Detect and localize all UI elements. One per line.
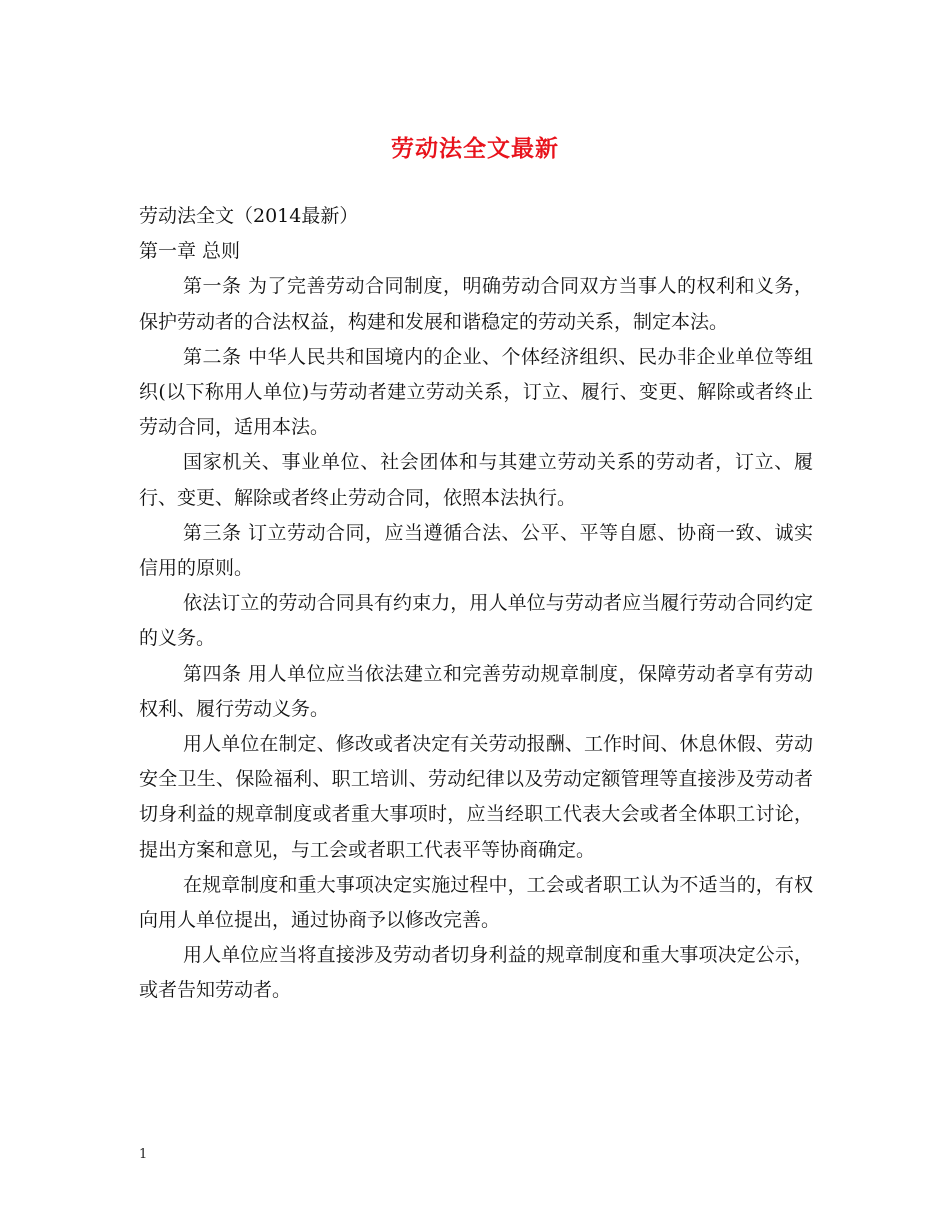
page-number: 1 xyxy=(139,1147,148,1162)
document-body xyxy=(139,199,813,1009)
paragraph-article-4-clause-2: 用人单位在制定、修改或者决定有关劳动报酬、工作时间、休息休假、劳动安全卫生、保险福利、职工培训、劳动纪律以及劳动定额管理等直接涉及劳动者切身利益的规章制度或者重大事项时，应当经职工代表大会或者全体职工讨论，提出方案和意见，与工会或者职工代表平等协商确定。 xyxy=(139,733,813,861)
paragraph-article-3: 第三条 订立劳动合同，应当遵循合法、公平、平等自愿、协商一致、诚实信用的原则。 xyxy=(139,521,813,580)
paragraph-article-2: 第二条 中华人民共和国境内的企业、个体经济组织、民办非企业单位等组织(以下称用人单位)与劳动者建立劳动关系，订立、履行、变更、解除或者终止劳动合同，适用本法。 xyxy=(139,345,813,439)
paragraph-article-2-clause-2: 国家机关、事业单位、社会团体和与其建立劳动关系的劳动者，订立、履行、变更、解除或者终止劳动合同，依照本法执行。 xyxy=(139,451,813,509)
document-subtitle: 劳动法全文（2014最新） xyxy=(139,205,359,227)
paragraph-article-4-clause-3: 在规章制度和重大事项决定实施过程中，工会或者职工认为不适当的，有权向用人单位提出，通过协商予以修改完善。 xyxy=(139,873,813,932)
chapter-heading: 第一章 总则 xyxy=(139,240,241,263)
document-title: 劳动法全文最新 xyxy=(391,135,559,162)
paragraph-article-4-clause-4: 用人单位应当将直接涉及劳动者切身利益的规章制度和重大事项决定公示，或者告知劳动者。 xyxy=(139,944,813,1002)
paragraph-article-1: 第一条 为了完善劳动合同制度，明确劳动合同双方当事人的权利和义务，保护劳动者的合法权益，构建和发展和谐稳定的劳动关系，制定本法。 xyxy=(139,275,813,333)
paragraph-article-4: 第四条 用人单位应当依法建立和完善劳动规章制度，保障劳动者享有劳动权利、履行劳动义务。 xyxy=(139,662,813,720)
paragraph-article-3-clause-2: 依法订立的劳动合同具有约束力，用人单位与劳动者应当履行劳动合同约定的义务。 xyxy=(139,592,813,650)
